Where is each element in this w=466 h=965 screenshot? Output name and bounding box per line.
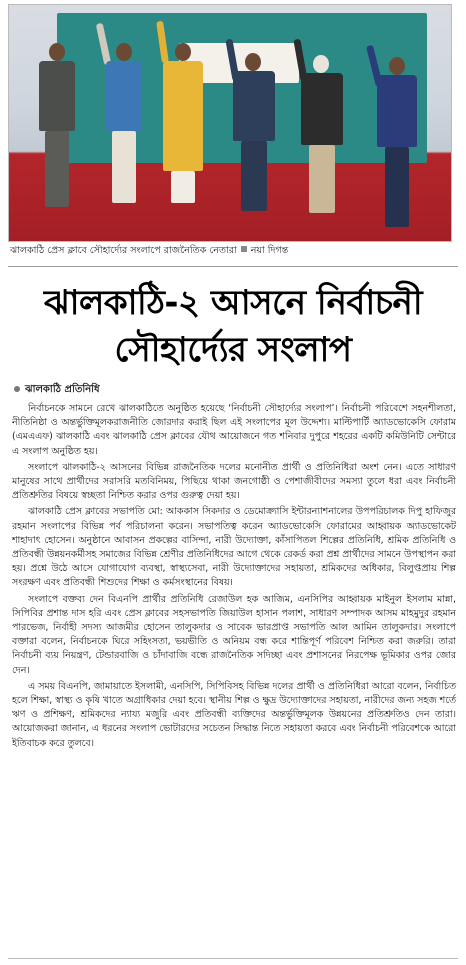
caption-separator xyxy=(241,246,247,252)
caption-text: ঝালকাঠি প্রেস ক্লাবে সৌহার্দ্যের সংলাপে রাজনৈতিক নেতারা xyxy=(10,245,237,256)
paragraph: ঝালকাঠি প্রেস ক্লাবের সভাপতি মো: আককাস সিকদার ও ডেমোক্র্যাসি ইন্টারন্যাশনালের উপপরিচালক দিপু হাফিজুর রহমান সংলাপের বিভিন্ন পর্ব পরিচালনা করেন। সভাপতিত্ব করেন অ্যাডভোকেসি ফোরামের আহ্বায়ক অ্যাডভোকেট শাহাদাৎ হোসেন। অনুষ্ঠানে আবাসন প্রকল্পের বাসিন্দা, নারী উদ্যোক্তা, কাঁসাপিতল শিল্পের প্রতিনিধি, শ্রমিক প্রতিনিধি ও প্রতিবন্ধী উন্নয়নকর্মীসহ সমাজের বিভিন্ন শ্রেণীর প্রতিনিধিদের আগে থেকে রেকর্ড করা প্রশ্ন প্রার্থীদের সামনে উপস্থাপন করা হয়। প্রশ্নে উঠে আসে যোগাযোগ ব্যবস্থা, স্বাস্থ্যসেবা, নারী উদ্যোক্তাদের সহায়তা, শ্রমিকদের অধিকার, বিলুপ্তপ্রায় শিল্প সংরক্ষণ এবং প্রতিবন্ধী শিশুদের শিক্ষা ও কর্মসংস্থানের বিষয়। xyxy=(12,506,456,589)
bottom-divider xyxy=(8,958,458,959)
divider xyxy=(8,266,458,267)
headline-line-1: ঝালকাঠি-২ আসনে নির্বাচনী xyxy=(43,283,423,323)
byline-text: ঝালকাঠি প্রতিনিধি xyxy=(25,384,100,395)
paragraph: সংলাপে ঝালকাঠি-২ আসনের বিভিন্ন রাজনৈতিক দলের মনোনীত প্রার্থী ও প্রতিনিধিরা অংশ নেন। এতে সাধারণ মানুষের সাথে প্রার্থীদের সরাসরি মতবিনিময়, পিছিয়ে থাকা জনগোষ্ঠী ও পেশাজীবীদের সমস্যা তুলে ধরা এবং নির্বাচনী প্রতিশ্রুতির বিষয়ে স্বচ্ছতা নিশ্চিত করার ওপর গুরুত্ব দেয়া হয়। xyxy=(12,461,456,502)
photo-credit: নয়া দিগন্ত xyxy=(250,245,289,256)
byline-bullet xyxy=(14,386,20,392)
paragraph: এ সময় বিএনপি, জামায়াতে ইসলামী, এনসিপি, সিপিবিসহ বিভিন্ন দলের প্রার্থী ও প্রতিনিধিরা আরো বলেন, নির্বাচিত হলে শিক্ষা, স্বাস্থ্য ও কৃষি খাতে অগ্রাধিকার দেয়া হবে। স্থানীয় শিল্প ও ক্ষুদ্র উদ্যোক্তাদের সহায়তা, নারীদের জন্য সহজ শর্তে ঋণ ও প্রশিক্ষণ, শ্রমিকদের ন্যায্য মজুরি এবং প্রতিবন্ধী ব্যক্তিদের অন্তর্ভুক্তিমূলক উন্নয়নের প্রতিশ্রুতিও দেন তারা। আয়োজকরা জানান, এ ধরনের সংলাপ ভোটারদের সচেতন সিদ্ধান্ত নিতে সহায়তা করবে এবং নির্বাচনী পরিবেশকে আরো ইতিবাচক করে তুলবে। xyxy=(12,680,456,749)
paragraph: নির্বাচনকে সামনে রেখে ঝালকাঠিতে অনুষ্ঠিত হয়েছে ‘নির্বাচনী সৌহার্দ্যের সংলাপ’। নির্বাচনী পরিবেশে সহনশীলতা, নীতিনিষ্ঠা ও অন্তর্ভুক্তিমূলকরাজনীতি জোরদার করাই ছিল এই সংলাপের মূল উদ্দেশ্য। মাল্টিপার্টি অ্যাডভোকেসি ফোরাম (এমএএফ) ঝালকাঠি এবং ঝালকাঠি প্রেস ক্লাবের যৌথ আয়োজনে গত শনিবার দুপুরে শহরের একটি কমিউনিটি সেন্টারে এ সংলাপ অনুষ্ঠিত হয়। xyxy=(12,403,456,457)
article-body xyxy=(12,402,456,753)
byline xyxy=(14,382,100,399)
news-photo xyxy=(8,4,452,242)
paragraph: সংলাপে বক্তব্য দেন বিএনপি প্রার্থীর প্রতিনিধি রেজাউল হক আজিম, এনসিপির আহ্বায়ক মাইনুল ইসলাম মান্না, সিপিবির প্রশান্ত দাস হরি এবং প্রেস ক্লাবের সহসভাপতি জিয়াউল হাসান পলাশ, সাধারণ সম্পাদক আসম মাহমুদুর রহমান পারভেজ, নির্বাহী সদস্য আজমীর হোসেন তালুকদার ও সাবেক ভারপ্রাপ্ত সভাপতি আল আমিন তালুকদার। সংলাপে বক্তারা বলেন, নির্বাচনকে ঘিরে সহিংসতা, ভয়ভীতি ও অনিয়ম বন্ধ করে শান্তিপূর্ণ পরিবেশ নিশ্চিত করা জরুরি। তারা নির্বাচনী ব্যয় নিয়ন্ত্রণ, টেন্ডারবাজি ও চাঁদাবাজি বন্ধে রাজনৈতিক সদিচ্ছা এবং প্রশাসনের নিরপেক্ষ ভূমিকার ওপর জোর দেন। xyxy=(12,593,456,676)
photo-caption xyxy=(10,245,456,257)
headline-line-2: সৌহার্দ্যের সংলাপ xyxy=(114,330,352,370)
